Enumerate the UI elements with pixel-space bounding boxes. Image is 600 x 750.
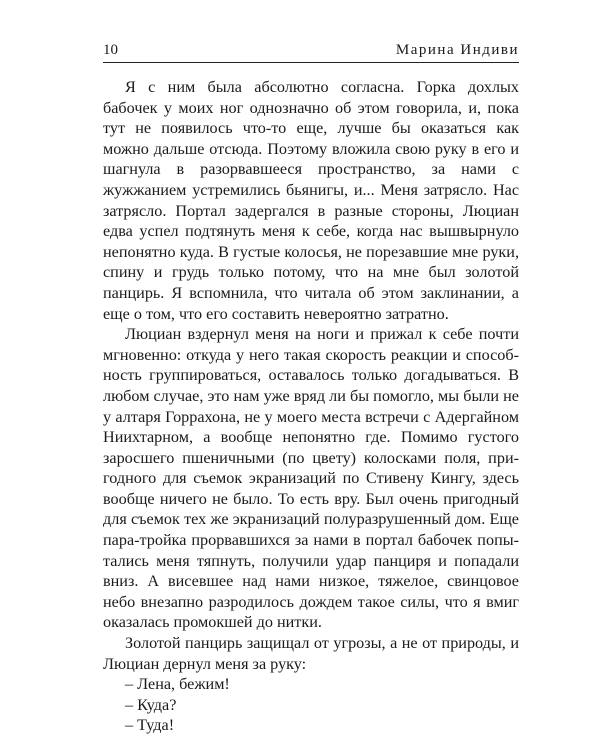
page-number: 10 <box>103 42 118 58</box>
running-title: Марина Индиви <box>395 42 519 58</box>
paragraph: Люциан вздернул меня на ноги и прижал к себе почти мгновенно: откуда у него такая скорость реакции и способность группироваться, оставалось только догадываться. В любом случае, это нам уже вряд ли бы помогло, мы были не у алтаря Горрахона, не у моего места встречи с Адергайном Ниихтарном, а вообще непонятно где. Помимо густого заросшего пшеничными (по цвету) колосками поля, пригодного для съемок экранизаций по Стивену Кингу, здесь вообще ничего не было. То есть вру. Был очень пригодный для съемок тех же экранизаций полуразрушенный дом. Еще пара-тройка прорвавшихся за нами в портал бабочек попытались меня тяпнуть, получили удар панциря и попадали вниз. А висевшее над нами низкое, тяжелое, свинцовое небо внезапно разродилось дождем такое силы, что я вмиг оказалась промокшей до нитки. <box>103 325 519 632</box>
page-header <box>103 40 519 63</box>
paragraph: Золотой панцирь защищал от угрозы, а не от природы, и Люциан дернул меня за руку: <box>103 634 519 673</box>
paragraph: Я с ним была абсолютно согласна. Горка дохлых бабочек у моих ног однозначно об этом говорила, и, пока тут не появилось что-то еще, лучше бы оказаться как можно дальше отсюда. Поэтому вложила свою руку в его и шагнула в разорвавшееся пространство, за нами с жужжанием устремились бьянигы, и... Меня затрясло. Нас затрясло. Портал задергался в разные стороны, Люциан едва успел подтянуть меня к себе, когда нас вышвырнуло непонятно куда. В густые колосья, не порезавшие мне руки, спину и грудь только потому, что на мне был золотой панцирь. Я вспомнила, что читала об этом заклинании, а еще о том, что его составить невероятно затратно. <box>103 78 519 323</box>
body-text <box>103 77 519 736</box>
dialogue-line: – Лена, бежим! <box>125 675 230 694</box>
dialogue-line: – Куда? <box>125 695 177 714</box>
dialogue-line: – Туда! <box>125 716 175 735</box>
